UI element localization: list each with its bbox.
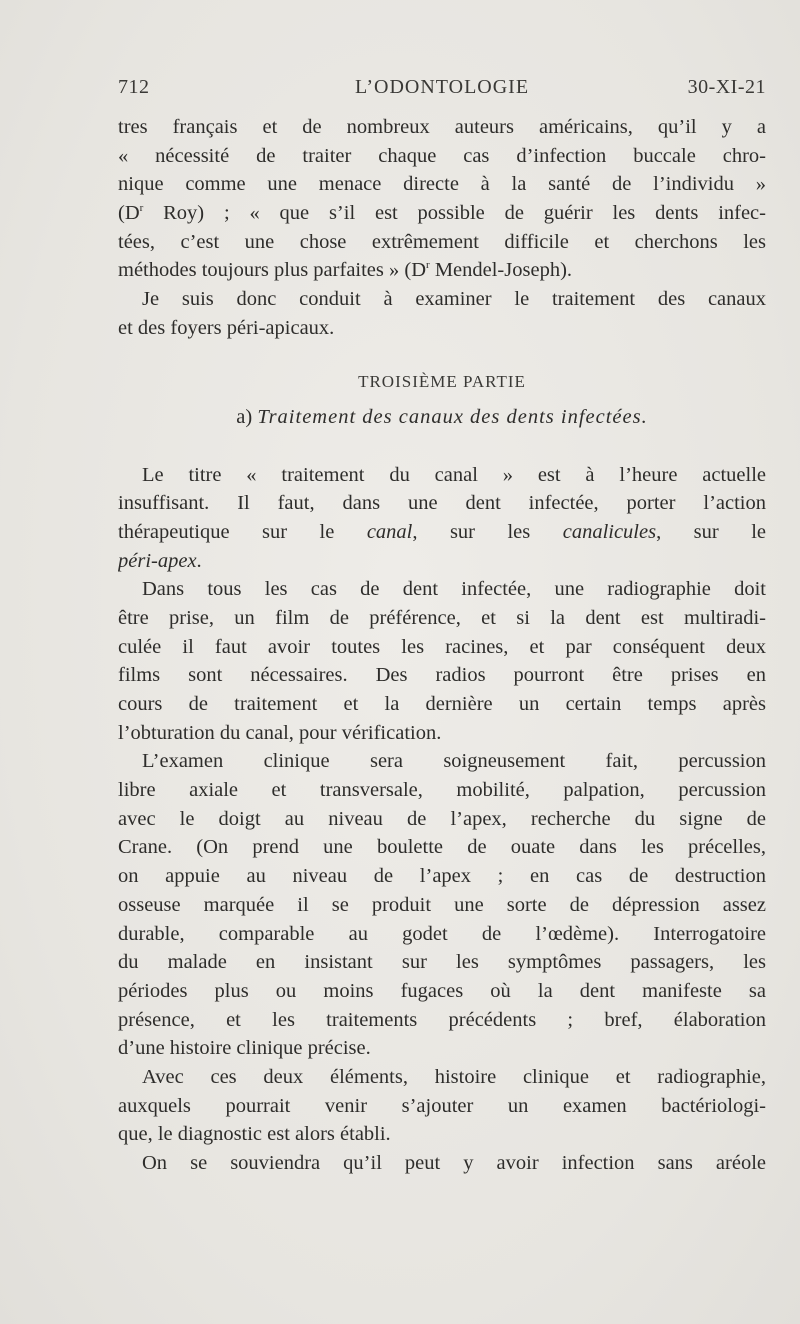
paragraph-4 [118,575,766,747]
running-header [118,76,766,104]
text-line: on appuie au niveau de l’apex ; en cas de destruction [118,865,766,888]
text-line: présence, et les traitements précédents ; bref, élaboration [118,1008,766,1031]
section-title: TROISIÈME PARTIE [358,371,526,391]
text-line: cours de traitement et la dernière un certain temps après [118,693,766,715]
body-text [118,113,766,1178]
paragraph-6 [118,1063,766,1149]
text-line: Dans tous les cas de dent infectée, une radiographie doit [142,578,766,601]
text-line: On se souviendra qu’il peut y avoir infection sans aréole [142,1152,766,1174]
text-line: ($D^r$ Roy) ; « que s’il est possible de guérir les dents infec- [118,202,766,225]
text-line: tées, c’est une chose extrêmement difficile et cherchons les [118,230,766,253]
text-line: durable, comparable au godet de l’œdème). Interrogatoire [118,922,766,945]
text-line: nique comme une menace directe à la santé de l’individu » [118,173,766,196]
text-line: être prise, un film de préférence, et si la dent est multiradi- [118,606,766,629]
subsection-title [118,399,766,461]
text-line: périodes plus ou moins fugaces où la dent manifeste sa [118,979,766,1002]
text-line: Avec ces deux éléments, histoire clinique et radiographie, [142,1065,766,1088]
text-line: libre axiale et transversale, mobilité, palpation, percussion [118,779,766,802]
paragraph-3 [118,461,766,576]
text-line: L’examen clinique sera soigneusement fait, percussion [142,750,766,773]
paragraph-5 [118,747,766,1063]
text-line: avec le doigt au niveau de l’apex, recherche du signe de [118,807,766,830]
subsection-label: a) [236,405,253,428]
paragraph-2 [118,285,766,342]
page-number: 712 [118,76,150,98]
text-line: culée il faut avoir toutes les racines, et par conséquent deux [118,635,766,658]
text-line: que, le diagnostic est alors établi. [118,1123,391,1146]
text-line: osseuse marquée il se produit une sorte de dépression assez [118,893,766,916]
text-line: auxquels pourrait venir s’ajouter un examen bactériologi- [118,1094,766,1117]
text-line: Le titre « traitement du canal » est à l’heure actuelle [142,463,766,486]
issue-date: 30-XI-21 [687,76,766,98]
text-line: d’une histoire clinique précise. [118,1037,371,1060]
text-line: films sont nécessaires. Des radios pourront être prises en [118,664,766,687]
text-line: insuffisant. Il faut, dans une dent infectée, porter l’action [118,492,766,515]
text-line: méthodes toujours plus parfaites » ($D^r$ Mendel-Joseph). [118,259,573,282]
text-line: péri-apex. [118,549,202,572]
text-line: Je suis donc conduit à examiner le traitement des canaux [142,288,766,311]
text-line: l’obturation du canal, pour vérification. [118,721,442,744]
text-line: Crane. (On prend une boulette de ouate dans les précelles, [118,836,766,859]
paragraph-7 [118,1149,766,1178]
text-line: tres français et de nombreux auteurs américains, qu’il y a [118,116,766,138]
text-line: du malade en insistant sur les symptômes passagers, les [118,951,766,974]
paragraph-1 [118,113,766,285]
text-line: thérapeutique sur le canal, sur les canalicules, sur le [118,520,766,543]
text-line: et des foyers péri-apicaux. [118,316,335,339]
journal-title: L’ODONTOLOGIE [354,76,530,98]
text-line: « nécessité de traiter chaque cas d’infection buccale chro- [118,144,766,167]
subsection-heading: Traitement des canaux des dents infectées. [257,405,648,428]
